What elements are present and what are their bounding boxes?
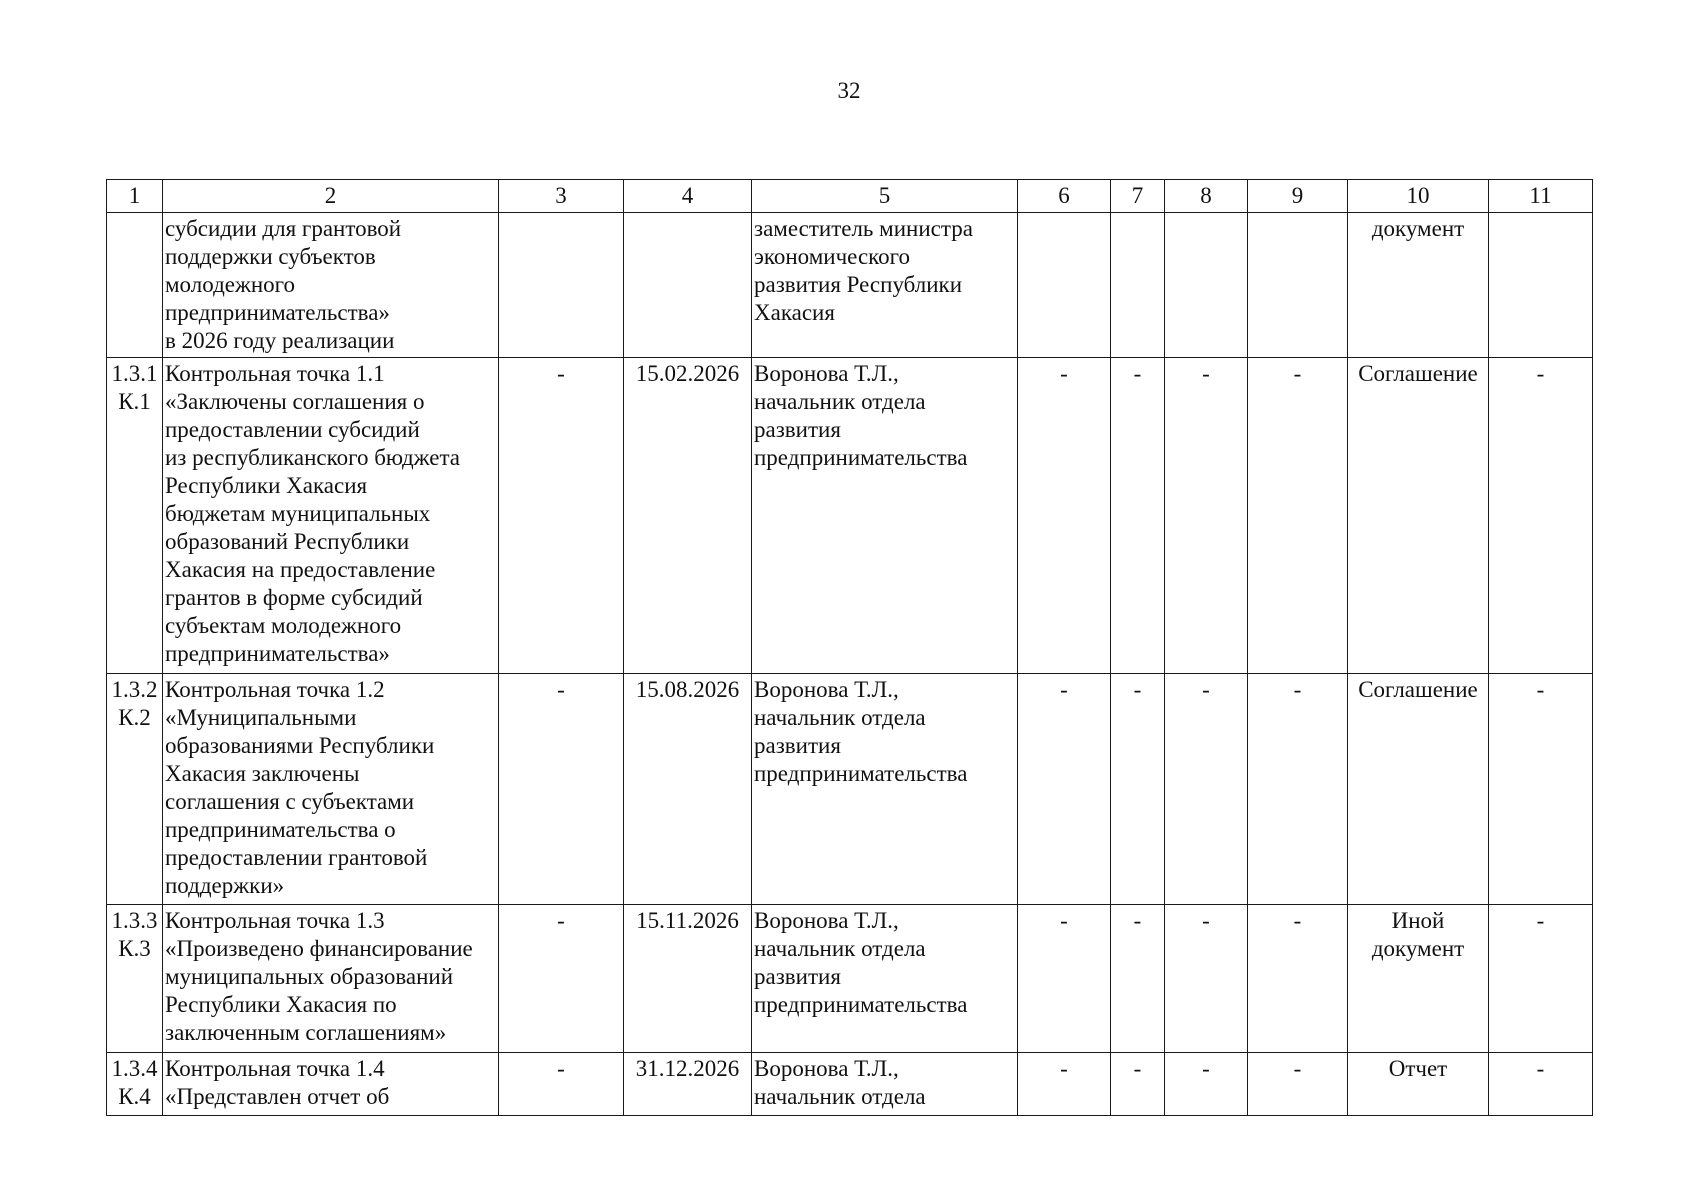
row-number-cell bbox=[107, 1053, 163, 1116]
row-code: К.3 bbox=[118, 936, 151, 961]
column-9-cell: - bbox=[1248, 674, 1348, 905]
date-cell: 31.12.2026 bbox=[624, 1053, 752, 1116]
event-name-cell: Контрольная точка 1.3 «Произведено финансирование муниципальных образований Республики Хакасия по заключенным соглашениям» bbox=[163, 905, 499, 1053]
row-number: 1.3.4 bbox=[111, 1056, 158, 1081]
event-name-cell: субсидии для грантовой поддержки субъектов молодежного предпринимательства» в 2026 году реализации bbox=[163, 213, 499, 358]
responsible-cell: заместитель министра экономического развития Республики Хакасия bbox=[752, 213, 1018, 358]
column-7-cell: - bbox=[1111, 674, 1165, 905]
column-8-cell: - bbox=[1165, 358, 1248, 674]
column-11-cell: - bbox=[1489, 674, 1593, 905]
row-number-cell bbox=[107, 905, 163, 1053]
table-row bbox=[107, 674, 1593, 905]
column-header: 10 bbox=[1348, 180, 1489, 213]
responsible-cell: Воронова Т.Л., начальник отдела развития предпринимательства bbox=[752, 674, 1018, 905]
table-row bbox=[107, 213, 1593, 358]
column-9-cell: - bbox=[1248, 358, 1348, 674]
document-type-cell: Соглашение bbox=[1348, 674, 1489, 905]
document-type-cell: Соглашение bbox=[1348, 358, 1489, 674]
column-header: 1 bbox=[107, 180, 163, 213]
column-7-cell bbox=[1111, 213, 1165, 358]
event-name-cell: Контрольная точка 1.2 «Муниципальными образованиями Республики Хакасия заключены соглашения с субъектами предпринимательства о предоставлении грантовой поддержки» bbox=[163, 674, 499, 905]
column-3-cell: - bbox=[499, 905, 624, 1053]
row-number: 1.3.1 bbox=[111, 361, 158, 386]
column-header: 3 bbox=[499, 180, 624, 213]
column-8-cell: - bbox=[1165, 674, 1248, 905]
column-11-cell: - bbox=[1489, 358, 1593, 674]
responsible-cell: Воронова Т.Л., начальник отдела развития предпринимательства bbox=[752, 358, 1018, 674]
column-3-cell: - bbox=[499, 674, 624, 905]
event-name-cell: Контрольная точка 1.4 «Представлен отчет об bbox=[163, 1053, 499, 1116]
table-row bbox=[107, 1053, 1593, 1116]
column-6-cell: - bbox=[1018, 905, 1111, 1053]
row-number-cell bbox=[107, 213, 163, 358]
column-7-cell: - bbox=[1111, 1053, 1165, 1116]
row-number: 1.3.3 bbox=[111, 908, 158, 933]
column-3-cell bbox=[499, 213, 624, 358]
page-number: 32 bbox=[837, 78, 861, 103]
column-11-cell: - bbox=[1489, 1053, 1593, 1116]
column-6-cell: - bbox=[1018, 1053, 1111, 1116]
event-name-cell: Контрольная точка 1.1 «Заключены соглашения о предоставлении субсидий из республиканского бюджета Республики Хакасия бюджетам муниципальных образований Республики Хакасия на предоставление грантов в форме субсидий субъектам молодежного предпринимательства» bbox=[163, 358, 499, 674]
column-8-cell bbox=[1165, 213, 1248, 358]
column-header: 8 bbox=[1165, 180, 1248, 213]
column-11-cell: - bbox=[1489, 905, 1593, 1053]
responsible-cell: Воронова Т.Л., начальник отдела bbox=[752, 1053, 1018, 1116]
row-code: К.1 bbox=[118, 389, 151, 414]
column-header: 2 bbox=[163, 180, 499, 213]
date-cell: 15.11.2026 bbox=[624, 905, 752, 1053]
column-9-cell: - bbox=[1248, 1053, 1348, 1116]
date-cell: 15.02.2026 bbox=[624, 358, 752, 674]
column-7-cell: - bbox=[1111, 905, 1165, 1053]
table-row bbox=[107, 358, 1593, 674]
column-header: 4 bbox=[624, 180, 752, 213]
table-row bbox=[107, 905, 1593, 1053]
column-7-cell: - bbox=[1111, 358, 1165, 674]
row-number-cell bbox=[107, 674, 163, 905]
row-code: К.2 bbox=[118, 705, 151, 730]
date-cell bbox=[624, 213, 752, 358]
date-cell: 15.08.2026 bbox=[624, 674, 752, 905]
responsible-cell: Воронова Т.Л., начальник отдела развития предпринимательства bbox=[752, 905, 1018, 1053]
column-header: 6 bbox=[1018, 180, 1111, 213]
column-9-cell: - bbox=[1248, 905, 1348, 1053]
column-header: 9 bbox=[1248, 180, 1348, 213]
column-6-cell bbox=[1018, 213, 1111, 358]
column-6-cell: - bbox=[1018, 674, 1111, 905]
row-number-cell bbox=[107, 358, 163, 674]
column-header: 11 bbox=[1489, 180, 1593, 213]
row-number: 1.3.2 bbox=[111, 677, 158, 702]
column-9-cell bbox=[1248, 213, 1348, 358]
column-11-cell bbox=[1489, 213, 1593, 358]
column-8-cell: - bbox=[1165, 1053, 1248, 1116]
document-type-cell: Иной документ bbox=[1348, 905, 1489, 1053]
column-8-cell: - bbox=[1165, 905, 1248, 1053]
column-3-cell: - bbox=[499, 1053, 624, 1116]
column-3-cell: - bbox=[499, 358, 624, 674]
column-header: 7 bbox=[1111, 180, 1165, 213]
table-header-row bbox=[107, 180, 1593, 213]
column-6-cell: - bbox=[1018, 358, 1111, 674]
column-header: 5 bbox=[752, 180, 1018, 213]
row-code: К.4 bbox=[118, 1084, 151, 1109]
plan-table bbox=[106, 179, 1593, 1116]
document-type-cell: документ bbox=[1348, 213, 1489, 358]
document-type-cell: Отчет bbox=[1348, 1053, 1489, 1116]
